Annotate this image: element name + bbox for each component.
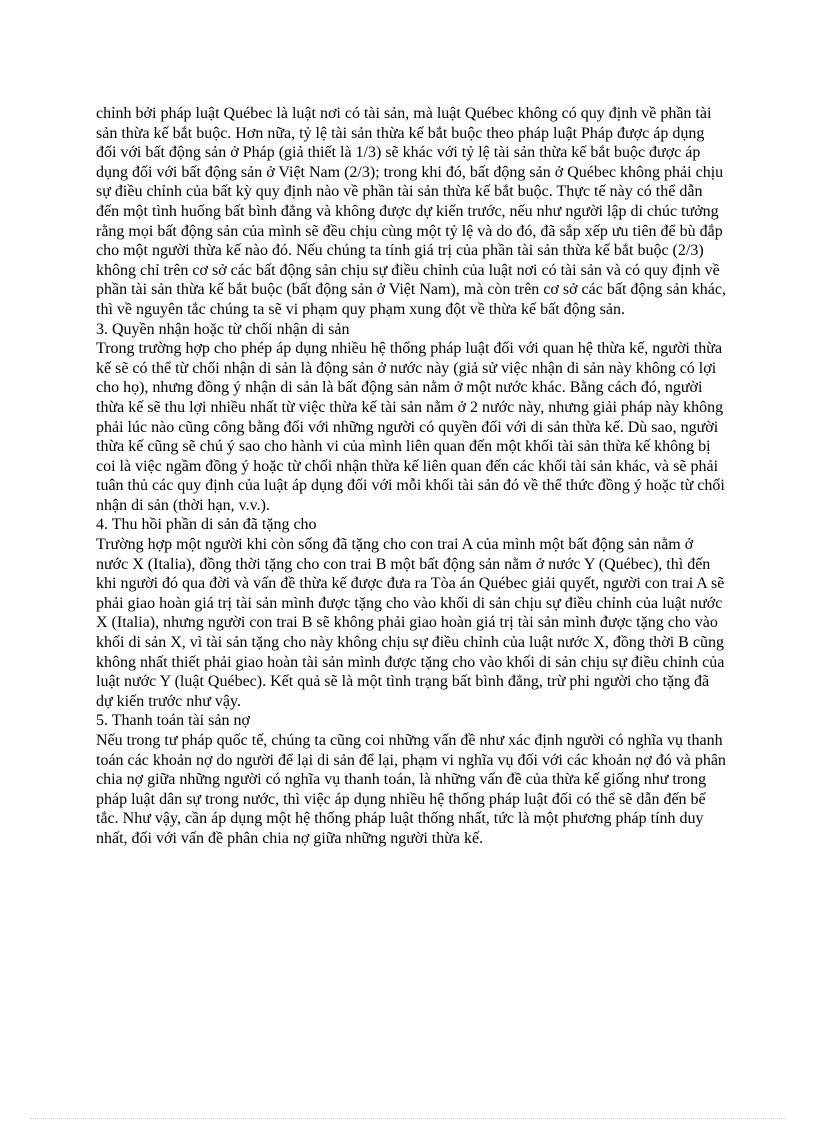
paragraph-continuation: chỉnh bởi pháp luật Québec là luật nơi có tài sản, mà luật Québec không có quy định về phần tài sản thừa kế bắt buộc. Hơn nữa, tỷ lệ tài sản thừa kế bắt buộc theo pháp luật Pháp được áp dụng đối với bất động sản ở Pháp (giả thiết là 1/3) sẽ khác với tỷ lệ tài sản thừa kế bắt buộc được áp dụng đối với bất động sản ở Việt Nam (2/3); trong khi đó, bất động sản ở Québec không phải chịu sự điều chỉnh của bất kỳ quy định nào về phần tài sản thừa kế bắt buộc. Thực tế này có thể dẫn đến một tình huống bất bình đẳng và không được dự kiến trước, nếu như người lập di chúc tưởng rằng mọi bất động sản của mình sẽ đều chịu cùng một tỷ lệ và do đó, đã sắp xếp ưu tiên để bù đắp cho một người thừa kế nào đó. Nếu chúng ta tính giá trị của phần tài sản thừa kế bắt buộc (2/3) không chỉ trên cơ sở các bất động sản chịu sự điều chỉnh của luật nơi có tài sản và có quy định về phần tài sản thừa kế bắt buộc (bất động sản ở Việt Nam), mà còn trên cơ sở các bất động sản khác, thì về nguyên tắc chúng ta sẽ vi phạm quy phạm xung đột về thừa kế bất động sản. — [96, 105, 726, 318]
page-bottom-divider — [30, 1118, 786, 1119]
paragraph-section-3: Trong trường hợp cho phép áp dụng nhiều hệ thống pháp luật đối với quan hệ thừa kế, người thừa kế sẽ có thể từ chối nhận di sản là động sản ở nước này (giả sử việc nhận di sản này không có lợi cho họ), nhưng đồng ý nhận di sản là bất động sản nằm ở một nước khác. Bằng cách đó, người thừa kế sẽ thu lợi nhiều nhất từ việc thừa kế tài sản nằm ở 2 nước này, nhưng giải pháp này không phải lúc nào cũng công bằng đối với những người có quyền đối với di sản thừa kế. Dù sao, người thừa kế cũng sẽ chú ý sao cho hành vi của mình liên quan đến một khối tài sản thừa kế không bị coi là việc ngầm đồng ý hoặc từ chối nhận thừa kế liên quan đến các khối tài sản khác, và sẽ phải tuân thủ các quy định của luật áp dụng đối với mỗi khối tài sản đó về thể thức đồng ý hoặc từ chối nhận di sản (thời hạn, v.v.). — [96, 340, 725, 514]
section-heading-3: 3. Quyền nhận hoặc từ chối nhận di sản — [96, 320, 350, 338]
paragraph-section-4: Trường hợp một người khi còn sống đã tặng cho con trai A của mình một bất động sản nằm ở nước X (Italia), đồng thời tặng cho con trai B một bất động sản nằm ở nước Y (Québec), thì đến khi người đó qua đời và vấn đề thừa kế được đưa ra Tòa án Québec giải quyết, người con trai A sẽ phải giao hoàn giá trị tài sản mình được tặng cho vào khối di sản chịu sự điều chỉnh của luật nước X (Italia), nhưng người con trai B sẽ không phải giao hoàn giá trị tài sản mình được tặng cho vào khối di sản X, vì tài sản tặng cho này không chịu sự điều chỉnh của luật nước X, đồng thời B cũng không nhất thiết phải giao hoàn tài sản mình được tặng cho vào khối di sản chịu sự điều chỉnh của luật nước Y (luật Québec). Kết quả sẽ là một tình trạng bất bình đẳng, trừ phi người cho tặng đã dự kiến trước như vậy. — [96, 536, 725, 710]
section-heading-5: 5. Thanh toán tài sản nợ — [96, 712, 250, 730]
paragraph-section-5: Nếu trong tư pháp quốc tế, chúng ta cũng coi những vấn đề như xác định người có nghĩa vụ thanh toán các khoản nợ do người để lại di sản để lại, phạm vi nghĩa vụ đối với các khoản nợ đó và phân chia nợ giữa những người có nghĩa vụ thanh toán, là những vấn đề của thừa kế giống như trong pháp luật dân sự trong nước, thì việc áp dụng nhiều hệ thống pháp luật đối có thể sẽ dẫn đến bế tắc. Như vậy, cần áp dụng một hệ thống pháp luật thống nhất, tức là một phương pháp tính duy nhất, đối với vấn đề phân chia nợ giữa những người thừa kế. — [96, 732, 726, 847]
section-heading-4: 4. Thu hồi phần di sản đã tặng cho — [96, 516, 317, 534]
document-body — [96, 104, 726, 849]
